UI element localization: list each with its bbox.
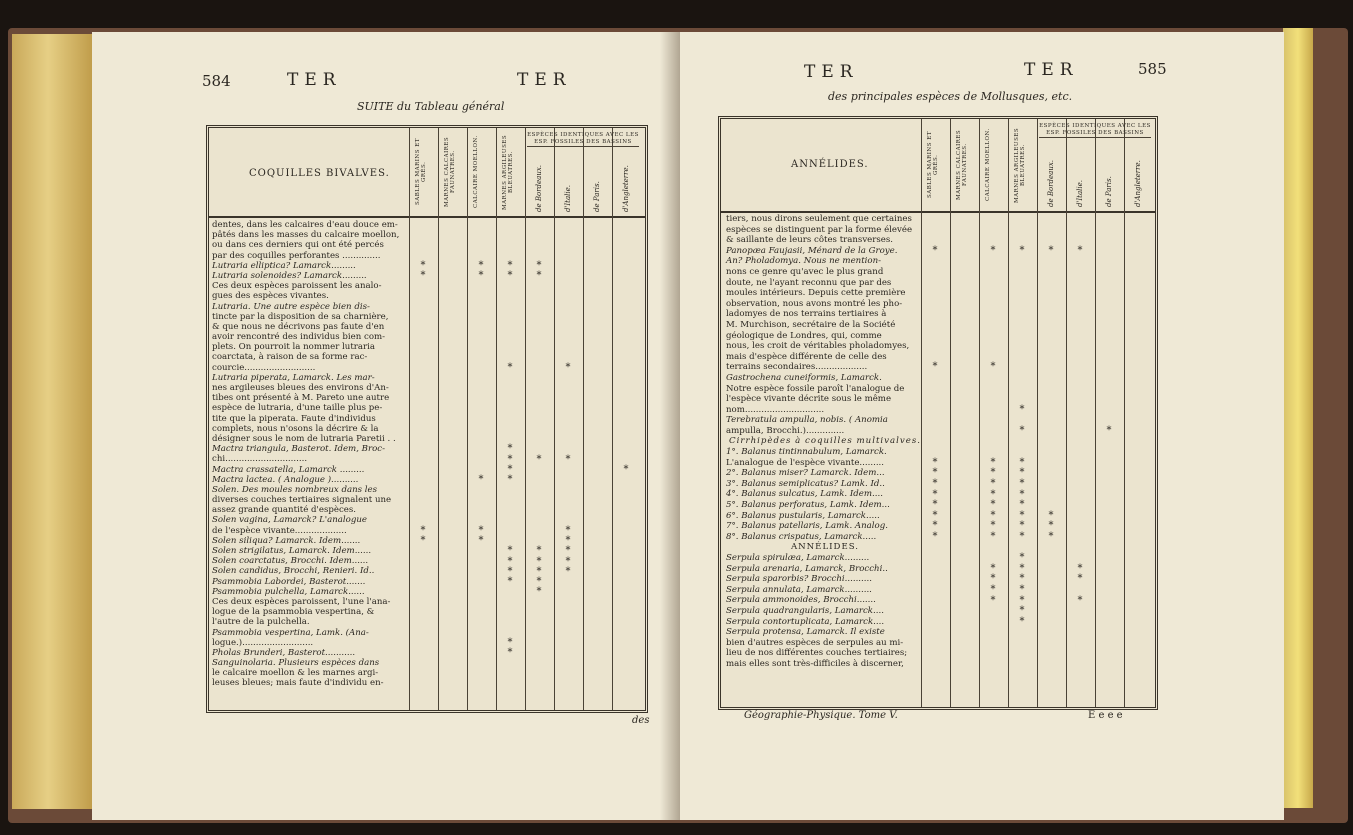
occurrence-mark: * [1048, 244, 1054, 256]
text-line: Serpula protensa, Lamarck. Il existe [726, 627, 885, 638]
occurrence-mark: * [420, 270, 426, 281]
occurrence-mark: * [507, 647, 513, 659]
column-header: MARNES CALCAIRES FAUNATRES. [444, 136, 456, 208]
text-line: Serpula quadrangularis, Lamarck.... [726, 605, 884, 616]
occurrence-mark: * [990, 467, 996, 479]
text-line: logue de la psammobia vespertina, & [212, 607, 375, 618]
occurrence-mark: * [1019, 615, 1025, 627]
text-line: Serpula ammonoides, Brocchi....... [726, 595, 876, 606]
occurrence-mark: * [932, 361, 938, 373]
occurrence-mark: * [565, 535, 571, 547]
occurrence-mark: * [1019, 605, 1025, 617]
text-line: Lutraria solenoides? Lamarck......... [212, 270, 367, 281]
text-line: assez grande quantité d'espèces. [212, 505, 357, 516]
column-header: SABLES MARINS ET GRÈS. [415, 138, 427, 206]
text-line: nom............................. [726, 404, 825, 415]
text-line: 4°. Balanus sulcatus, Lamk. Idem.... [726, 489, 883, 500]
text-line: ou dans ces derniers qui ont été percés [212, 240, 384, 251]
occurrence-mark: * [1048, 509, 1054, 521]
table-title: COQUILLES BIVALVES. [249, 168, 390, 179]
text-line: tiers, nous dirons seulement que certaines [726, 214, 912, 224]
text-line: Notre espèce fossile paroît l'analogue de [726, 383, 905, 394]
text-line: & saillante de leurs côtes transverses. [726, 235, 894, 246]
page-subtitle: SUITE du Tableau général [357, 100, 505, 113]
occurrence-mark: * [990, 478, 996, 489]
text-line: mais elles sont très-difficiles à discerner, [726, 658, 904, 669]
text-line: terrains secondaires................... [726, 362, 868, 373]
occurrence-mark: * [932, 478, 938, 489]
text-line: le calcaire moellon & les marnes argi- [212, 668, 379, 679]
text-line: tincte par la disposition de sa charnière, [212, 311, 389, 322]
occurrence-mark: * [420, 259, 426, 271]
left-page [92, 32, 681, 820]
occurrence-mark: * [990, 499, 996, 511]
occurrence-mark: * [623, 463, 629, 475]
running-head-right: TER [1024, 60, 1079, 80]
column-header: CALCAIRE MOELLON. [473, 135, 479, 209]
text-line: 6°. Balanus pustularis, Lamarck..... [726, 510, 880, 521]
table-column-rule [496, 128, 497, 710]
occurrence-mark: * [478, 270, 484, 281]
basin-header: de Paris. [1104, 176, 1113, 207]
occurrence-mark: * [536, 565, 542, 577]
occurrence-mark: * [1019, 594, 1025, 606]
text-line: Solen strigilatus, Lamarck. Idem...... [212, 546, 372, 556]
occurrence-mark: * [932, 531, 938, 542]
occurrence-mark: * [1019, 467, 1025, 479]
text-line: Cirrhipèdes à coquilles multivalves. [729, 436, 921, 447]
occurrence-mark: * [507, 555, 513, 567]
occurrence-mark: * [990, 488, 996, 500]
text-line: Solen candidus, Brocchi, Renieri. Id.. [212, 566, 375, 577]
occurrence-mark: * [507, 463, 513, 475]
text-line: Solen coarctatus, Brocchi. Idem...... [212, 556, 369, 567]
occurrence-mark: * [1048, 520, 1054, 532]
table-column-rule [950, 119, 951, 707]
basin-header: d'Angleterre. [621, 165, 630, 212]
occurrence-mark: * [565, 545, 571, 557]
table-column-rule [1124, 119, 1125, 707]
column-header: SABLES MARINS ET GRÈS. [927, 131, 939, 199]
occurrence-mark: * [478, 259, 484, 271]
text-line: 5°. Balanus perforatus, Lamk. Idem... [726, 500, 890, 511]
text-line: Serpula annulata, Lamarck.......... [726, 584, 872, 595]
page-footer: Géographie-Physique. Tome V. [744, 710, 898, 721]
text-line: 1°. Balanus tintinnabulum, Lamarck. [726, 447, 887, 458]
text-line: Psammobia pulchella, Lamarck...... [212, 586, 365, 597]
occurrence-mark: * [507, 565, 513, 577]
occurrence-mark: * [1019, 403, 1025, 415]
text-line: Solen siliqua? Lamarck. Idem....... [212, 535, 361, 546]
column-header: MARNES ARGILEUSES BLEUATRES. [1014, 127, 1026, 203]
text-line: Serpula contortuplicata, Lamarck.... [726, 616, 885, 627]
text-line: Lutraria. Une autre espèce bien dis- [212, 301, 370, 312]
running-head-left: TER [804, 62, 859, 82]
occurrence-mark: * [478, 474, 484, 485]
text-line: 8°. Balanus crispatus, Lamarck..... [726, 531, 877, 542]
occurrence-mark: * [478, 525, 484, 536]
basin-header: d'Angleterre. [1133, 160, 1142, 207]
occurrence-mark: * [565, 555, 571, 567]
occurrence-mark: * [1077, 562, 1083, 574]
text-line: Terebratula ampulla, nobis. ( Anomia [726, 415, 888, 426]
occurrence-mark: * [990, 531, 996, 542]
occurrence-mark: * [536, 586, 542, 598]
table-column-rule [554, 128, 555, 710]
occurrence-mark: * [507, 545, 513, 557]
text-line: chi.............................. [212, 454, 308, 465]
text-line: dentes, dans les calcaires d'eau douce em- [212, 220, 398, 230]
text-line: Panopæa Faujasii, Ménard de la Groye. [726, 245, 898, 256]
table-column-rule [467, 128, 468, 710]
occurrence-mark: * [990, 594, 996, 606]
text-line: Sanguinolaria. Plusieurs espèces dans [212, 658, 380, 669]
occurrence-mark: * [932, 488, 938, 500]
table-column-rule [1066, 119, 1067, 707]
occurrence-mark: * [1019, 509, 1025, 521]
text-line: de l'espèce vivante................... [212, 525, 347, 536]
table-column-rule [438, 128, 439, 710]
occurrence-mark: * [536, 453, 542, 465]
occurrence-mark: * [990, 562, 996, 574]
occurrence-mark: * [420, 535, 426, 547]
occurrence-mark: * [1019, 499, 1025, 511]
occurrence-mark: * [932, 499, 938, 511]
basin-header: d'Italie. [1075, 179, 1084, 207]
text-line: Serpula spirulæa, Lamarck......... [726, 553, 870, 563]
text-line: plets. On pourroit la nommer lutraria [212, 342, 375, 353]
text-line: ANNÉLIDES. [790, 542, 860, 553]
basin-header: de Bordeaux. [534, 164, 543, 212]
table-column-rule [612, 128, 613, 710]
page-number: 584 [202, 72, 231, 90]
occurrence-mark: * [420, 525, 426, 536]
text-line: désigner sous le nom de lutraria Paretii . . [212, 433, 396, 444]
table-column-rule [1037, 119, 1038, 707]
right-page [680, 32, 1284, 820]
text-line: nons ce genre qu'avec le plus grand [726, 266, 884, 277]
table-text-column [726, 214, 924, 670]
text-line: ampulla, Brocchi.).............. [726, 425, 845, 436]
occurrence-mark: * [1019, 478, 1025, 489]
running-head-right: TER [517, 70, 572, 90]
text-line: Lutraria elliptica? Lamarck......... [212, 260, 356, 271]
occurrence-mark: * [1019, 562, 1025, 574]
text-line: avoir rencontré des individus bien com- [212, 332, 386, 343]
running-head-left: TER [287, 70, 342, 90]
occurrence-mark: * [990, 520, 996, 532]
text-line: logue.).......................... [212, 637, 314, 648]
occurrence-mark: * [507, 576, 513, 587]
occurrence-mark: * [990, 456, 996, 468]
column-header: MARNES CALCAIRES FAUNATRES. [956, 129, 968, 201]
text-line: nous, les croit de véritables pholadomyes, [726, 341, 910, 352]
occurrence-mark: * [536, 555, 542, 567]
occurrence-mark: * [1077, 573, 1083, 585]
occurrence-mark: * [507, 474, 513, 485]
occurrence-mark: * [1048, 531, 1054, 542]
text-line: Psammobia vespertina, Lamk. (Ana- [212, 627, 369, 638]
text-line: coarctata, à raison de sa forme rac- [212, 352, 368, 363]
text-line: 3°. Balanus semiplicatus? Lamk. Id.. [726, 478, 885, 489]
basins-span-header: ESPÈCES IDENTIQUES AVEC LES ESP. FOSSILES DES BASSINS [527, 132, 639, 145]
table-title: ANNÉLIDES. [791, 159, 869, 170]
text-line: diverses couches tertiaires signalent une [212, 495, 392, 506]
text-line: 7°. Balanus patellaris, Lamk. Analog. [726, 521, 888, 532]
text-line: bien d'autres espèces de serpules au mi- [726, 637, 904, 648]
occurrence-mark: * [932, 520, 938, 532]
page-subtitle: des principales espèces de Mollusques, etc. [828, 90, 1073, 103]
text-line: mais d'espèce différente de celle des [726, 351, 887, 362]
occurrence-mark: * [1019, 488, 1025, 500]
text-line: Gastrochena cuneiformis, Lamarck. [726, 372, 882, 383]
text-line: leuses bleues; mais faute d'individu en- [212, 678, 384, 689]
occurrence-mark: * [565, 453, 571, 465]
text-line: L'analogue de l'espèce vivante......... [726, 457, 885, 468]
page-edges-left [12, 34, 102, 809]
occurrence-mark: * [1019, 425, 1025, 436]
text-line: doute, ne l'ayant reconnu que par des [726, 277, 892, 288]
occurrence-mark: * [507, 270, 513, 281]
text-line: moules intérieurs. Depuis cette première [726, 288, 906, 299]
text-line: Mactra lactea. ( Analogue ).......... [212, 474, 359, 485]
text-line: M. Murchison, secrétaire de la Société [726, 319, 896, 330]
occurrence-mark: * [478, 535, 484, 547]
text-line: An? Pholadomya. Nous ne mention- [726, 256, 882, 267]
column-header: CALCAIRE MOELLON. [985, 128, 991, 202]
text-line: Solen vagina, Lamarck? L'analogue [212, 515, 367, 526]
text-line: Ces deux espèces paroissent, l'une l'ana- [212, 596, 391, 607]
text-line: 2°. Balanus miser? Lamarck. Idem... [726, 468, 885, 479]
text-line: Ces deux espèces paroissent les analo- [212, 281, 382, 292]
occurrence-mark: * [1019, 520, 1025, 532]
text-line: tite que la piperata. Faute d'individus [212, 413, 376, 424]
text-line: espèces se distinguent par la forme élevée [726, 224, 913, 235]
occurrence-mark: * [990, 584, 996, 595]
text-line: ladomyes de nos terrains tertiaires à [726, 309, 887, 320]
catchword: des [632, 715, 650, 726]
text-line: Pholas Brunderi, Basterot........... [212, 647, 356, 658]
text-line: nes argileuses bleues des environs d'An- [212, 383, 389, 393]
occurrence-mark: * [565, 361, 571, 373]
text-line: observation, nous avons montré les pho- [726, 298, 903, 309]
occurrence-mark: * [507, 259, 513, 271]
text-line: tibes ont présenté à M. Pareto une autre [212, 393, 390, 404]
text-line: géologique de Londres, qui, comme [726, 330, 882, 341]
occurrence-mark: * [1019, 573, 1025, 585]
occurrence-mark: * [1019, 531, 1025, 542]
occurrence-mark: * [1019, 584, 1025, 595]
occurrence-mark: * [1019, 456, 1025, 468]
occurrence-mark: * [536, 270, 542, 281]
occurrence-mark: * [536, 576, 542, 587]
text-line: Psammobia Labordei, Basterot....... [212, 576, 366, 587]
page-edges-right [1283, 28, 1313, 808]
text-line: espèce de lutraria, d'une taille plus pe- [212, 403, 383, 414]
occurrence-mark: * [507, 361, 513, 373]
occurrence-mark: * [565, 565, 571, 577]
text-line: l'autre de la pulchella. [212, 617, 310, 628]
occurrence-mark: * [1106, 425, 1112, 436]
occurrence-mark: * [990, 244, 996, 256]
occurrence-mark: * [932, 244, 938, 256]
text-line: l'espèce vivante décrite sous le même [726, 394, 892, 405]
text-line: Mactra crassatella, Lamarck ......... [212, 464, 365, 475]
occurrence-mark: * [507, 443, 513, 455]
table-column-rule [1008, 119, 1009, 707]
table-column-rule [979, 119, 980, 707]
text-line: & que nous ne décrivons pas faute d'en [212, 321, 385, 332]
page-number: 585 [1138, 60, 1167, 78]
occurrence-mark: * [536, 545, 542, 557]
occurrence-mark: * [1077, 244, 1083, 256]
text-line: Solen. Des moules nombreux dans les [212, 484, 378, 495]
text-line: Serpula arenaria, Lamarck, Brocchi.. [726, 563, 888, 574]
occurrence-mark: * [990, 509, 996, 521]
basin-header: d'Italie. [563, 184, 572, 212]
text-line: par des coquilles perforantes .............. [212, 250, 381, 261]
column-header: MARNES ARGILEUSES BLEUATRES. [502, 134, 514, 210]
occurrence-mark: * [1019, 552, 1025, 564]
text-line: Mactra triangula, Basterot. Idem, Broc- [212, 444, 385, 455]
text-line: gues des espèces vivantes. [212, 291, 329, 302]
table-column-rule [525, 128, 526, 710]
text-line: lieu de nos différentes couches tertiaires; [726, 648, 908, 659]
text-line: pâtés dans les masses du calcaire moellon, [212, 230, 400, 241]
occurrence-mark: * [1019, 244, 1025, 256]
table-column-rule [1095, 119, 1096, 707]
occurrence-mark: * [507, 637, 513, 649]
occurrence-mark: * [990, 573, 996, 585]
occurrence-mark: * [536, 259, 542, 271]
text-line: courcie.......................... [212, 362, 316, 373]
occurrence-mark: * [932, 467, 938, 479]
signature-mark: E e e e [1088, 710, 1123, 721]
basin-header: de Paris. [592, 181, 601, 212]
occurrence-mark: * [1077, 594, 1083, 606]
table-text-column [212, 220, 412, 689]
text-line: Lutraria piperata, Lamarck. Les mar- [212, 372, 375, 383]
occurrence-mark: * [565, 525, 571, 536]
occurrence-mark: * [932, 509, 938, 521]
occurrence-mark: * [990, 361, 996, 373]
table-column-rule [583, 128, 584, 710]
occurrence-mark: * [507, 453, 513, 465]
text-line: complets, nous n'osons la décrire & la [212, 423, 379, 434]
basin-header: de Bordeaux. [1046, 159, 1055, 207]
basins-span-header: ESPÈCES IDENTIQUES AVEC LES ESP. FOSSILES DES BASSINS [1039, 123, 1151, 136]
text-line: Serpula sparorbis? Brocchi.......... [726, 574, 872, 585]
occurrence-mark: * [932, 456, 938, 468]
